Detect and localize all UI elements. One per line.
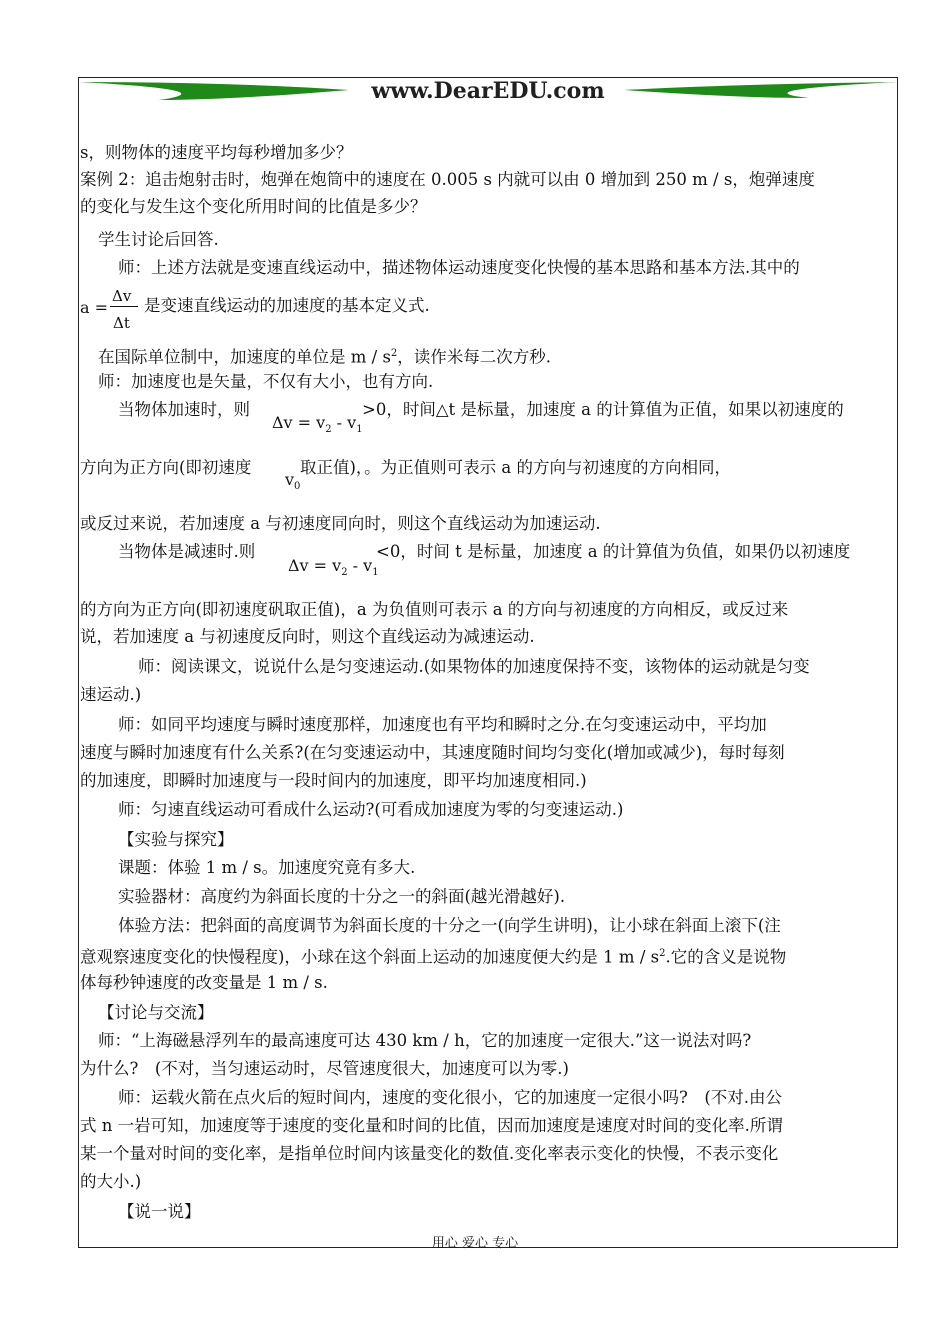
text-line: 师：加速度也是矢量，不仅有大小，也有方向.: [98, 372, 434, 391]
text-line: 课题：体验 1 m / s。加速度究竟有多大.: [118, 858, 416, 877]
text-line: 的方向为正方向(即初速度矾取正值)，a 为负值则可表示 a 的方向与初速度的方向相反，或反过来: [80, 600, 789, 619]
text-line: 取正值)，。为正值则可表示 a 的方向与初速度的方向相同，: [300, 458, 732, 477]
text-line: 意观察速度变化的快慢程度)，小球在这个斜面上运动的加速度便大约是 1 m / $s^2$.它的含义是说物: [80, 947, 787, 967]
text-line: >0，时间△t 是标量，加速度 a 的计算值为正值，如果以初速度的: [362, 400, 844, 419]
banner-swoosh-left: [79, 82, 349, 100]
section-heading: 【实验与探究】: [118, 830, 234, 849]
text-line: <0，时间 t 是标量，加速度 a 的计算值为负值，如果仍以初速度: [376, 542, 851, 561]
text-line: 或反过来说，若加速度 a 与初速度同向时，则这个直线运动为加速运动.: [80, 514, 601, 533]
text-line: 师：上述方法就是变速直线运动中，描述物体运动速度变化快慢的基本思路和基本方法.其中的: [118, 258, 800, 277]
text-line: 师：“上海磁悬浮列车的最高速度可达 430 km / h，它的加速度一定很大.”这一说法对吗?: [98, 1031, 752, 1050]
text-line: 的加速度，即瞬时加速度与一段时间内的加速度，即平均加速度相同.): [80, 771, 587, 790]
text-line: 当物体是减速时.则: [118, 542, 256, 561]
text-line: 速度与瞬时加速度有什么关系?(在匀变速运动中，其速度随时间均匀变化(增加或减少)，每时每刻: [80, 743, 785, 762]
text-line: 速运动.): [80, 685, 142, 704]
text-line: 的变化与发生这个变化所用时间的比值是多少？: [80, 197, 427, 216]
banner-site-text: www.DearEDU.com: [371, 78, 605, 104]
text-line: 某一个量对时间的变化率，是指单位时间内该量变化的数值.变化率表示变化的快慢，不表示变化: [80, 1144, 779, 1163]
fraction-denominator: Δt: [113, 314, 130, 332]
text-line: 式 n 一岩可知，加速度等于速度的变化量和时间的比值，因而加速度是速度对时间的变化率.所谓: [80, 1116, 783, 1135]
text-line: 师：如同平均速度与瞬时速度那样，加速度也有平均和瞬时之分.在匀变速运动中，平均加: [118, 715, 767, 734]
site-banner: [79, 78, 897, 108]
text-line: 的大小.): [80, 1172, 142, 1191]
accel-formula-lhs: a =: [80, 298, 109, 317]
fraction-numerator: Δv: [112, 287, 132, 305]
section-heading: 【讨论与交流】: [98, 1003, 214, 1022]
text-line: 当物体加速时，则: [118, 400, 250, 419]
text-line: 师：运载火箭在点火后的短时间内，速度的变化很小，它的加速度一定很小吗? (不对.由公: [118, 1088, 783, 1107]
text-line: 实验器材：高度约为斜面长度的十分之一的斜面(越光滑越好).: [118, 887, 566, 906]
text-line: 说，若加速度 a 与初速度反向时，则这个直线运动为减速运动.: [80, 627, 535, 646]
text-line: 体验方法：把斜面的高度调节为斜面长度的十分之一(向学生讲明)，让小球在斜面上滚下(注: [118, 916, 781, 935]
text-line: 案例 2：追击炮射击时，炮弹在炮筒中的速度在 0.005 s 内就可以由 0 增加到 250 m / s，炮弹速度: [80, 170, 815, 189]
text-line: 是变速直线运动的加速度的基本定义式.: [144, 296, 430, 315]
text-line: s，则物体的速度平均每秒增加多少？: [80, 143, 353, 162]
section-heading: 【说一说】: [118, 1202, 201, 1221]
text-line: 方向为正方向(即初速度: [80, 458, 252, 477]
delta-v-expression: $\Delta v = v_2 - v_1$: [288, 556, 379, 579]
text-line: 师：阅读课文，说说什么是匀变速运动.(如果物体的加速度保持不变，该物体的运动就是匀变: [138, 657, 810, 676]
text-line: 学生讨论后回答.: [98, 230, 219, 249]
delta-v-expression: $\Delta v = v_2 - v_1$: [272, 413, 363, 436]
banner-swoosh-right: [624, 82, 897, 98]
text-line: 在国际单位制中，加速度的单位是 m / $s^2$，读作米每二次方秒.: [98, 347, 552, 367]
initial-velocity-symbol: $v_0$: [285, 470, 301, 493]
fraction-bar: [110, 306, 138, 307]
text-line: 师：匀速直线运动可看成什么运动?(可看成加速度为零的匀变速运动.): [118, 800, 624, 819]
text-line: 体每秒钟速度的改变量是 1 m / s.: [80, 973, 328, 992]
text-line: 为什么? (不对，当匀速运动时，尽管速度很大，加速度可以为零.): [80, 1059, 569, 1078]
page-footer: 用心 爱心 专心: [431, 1236, 519, 1251]
